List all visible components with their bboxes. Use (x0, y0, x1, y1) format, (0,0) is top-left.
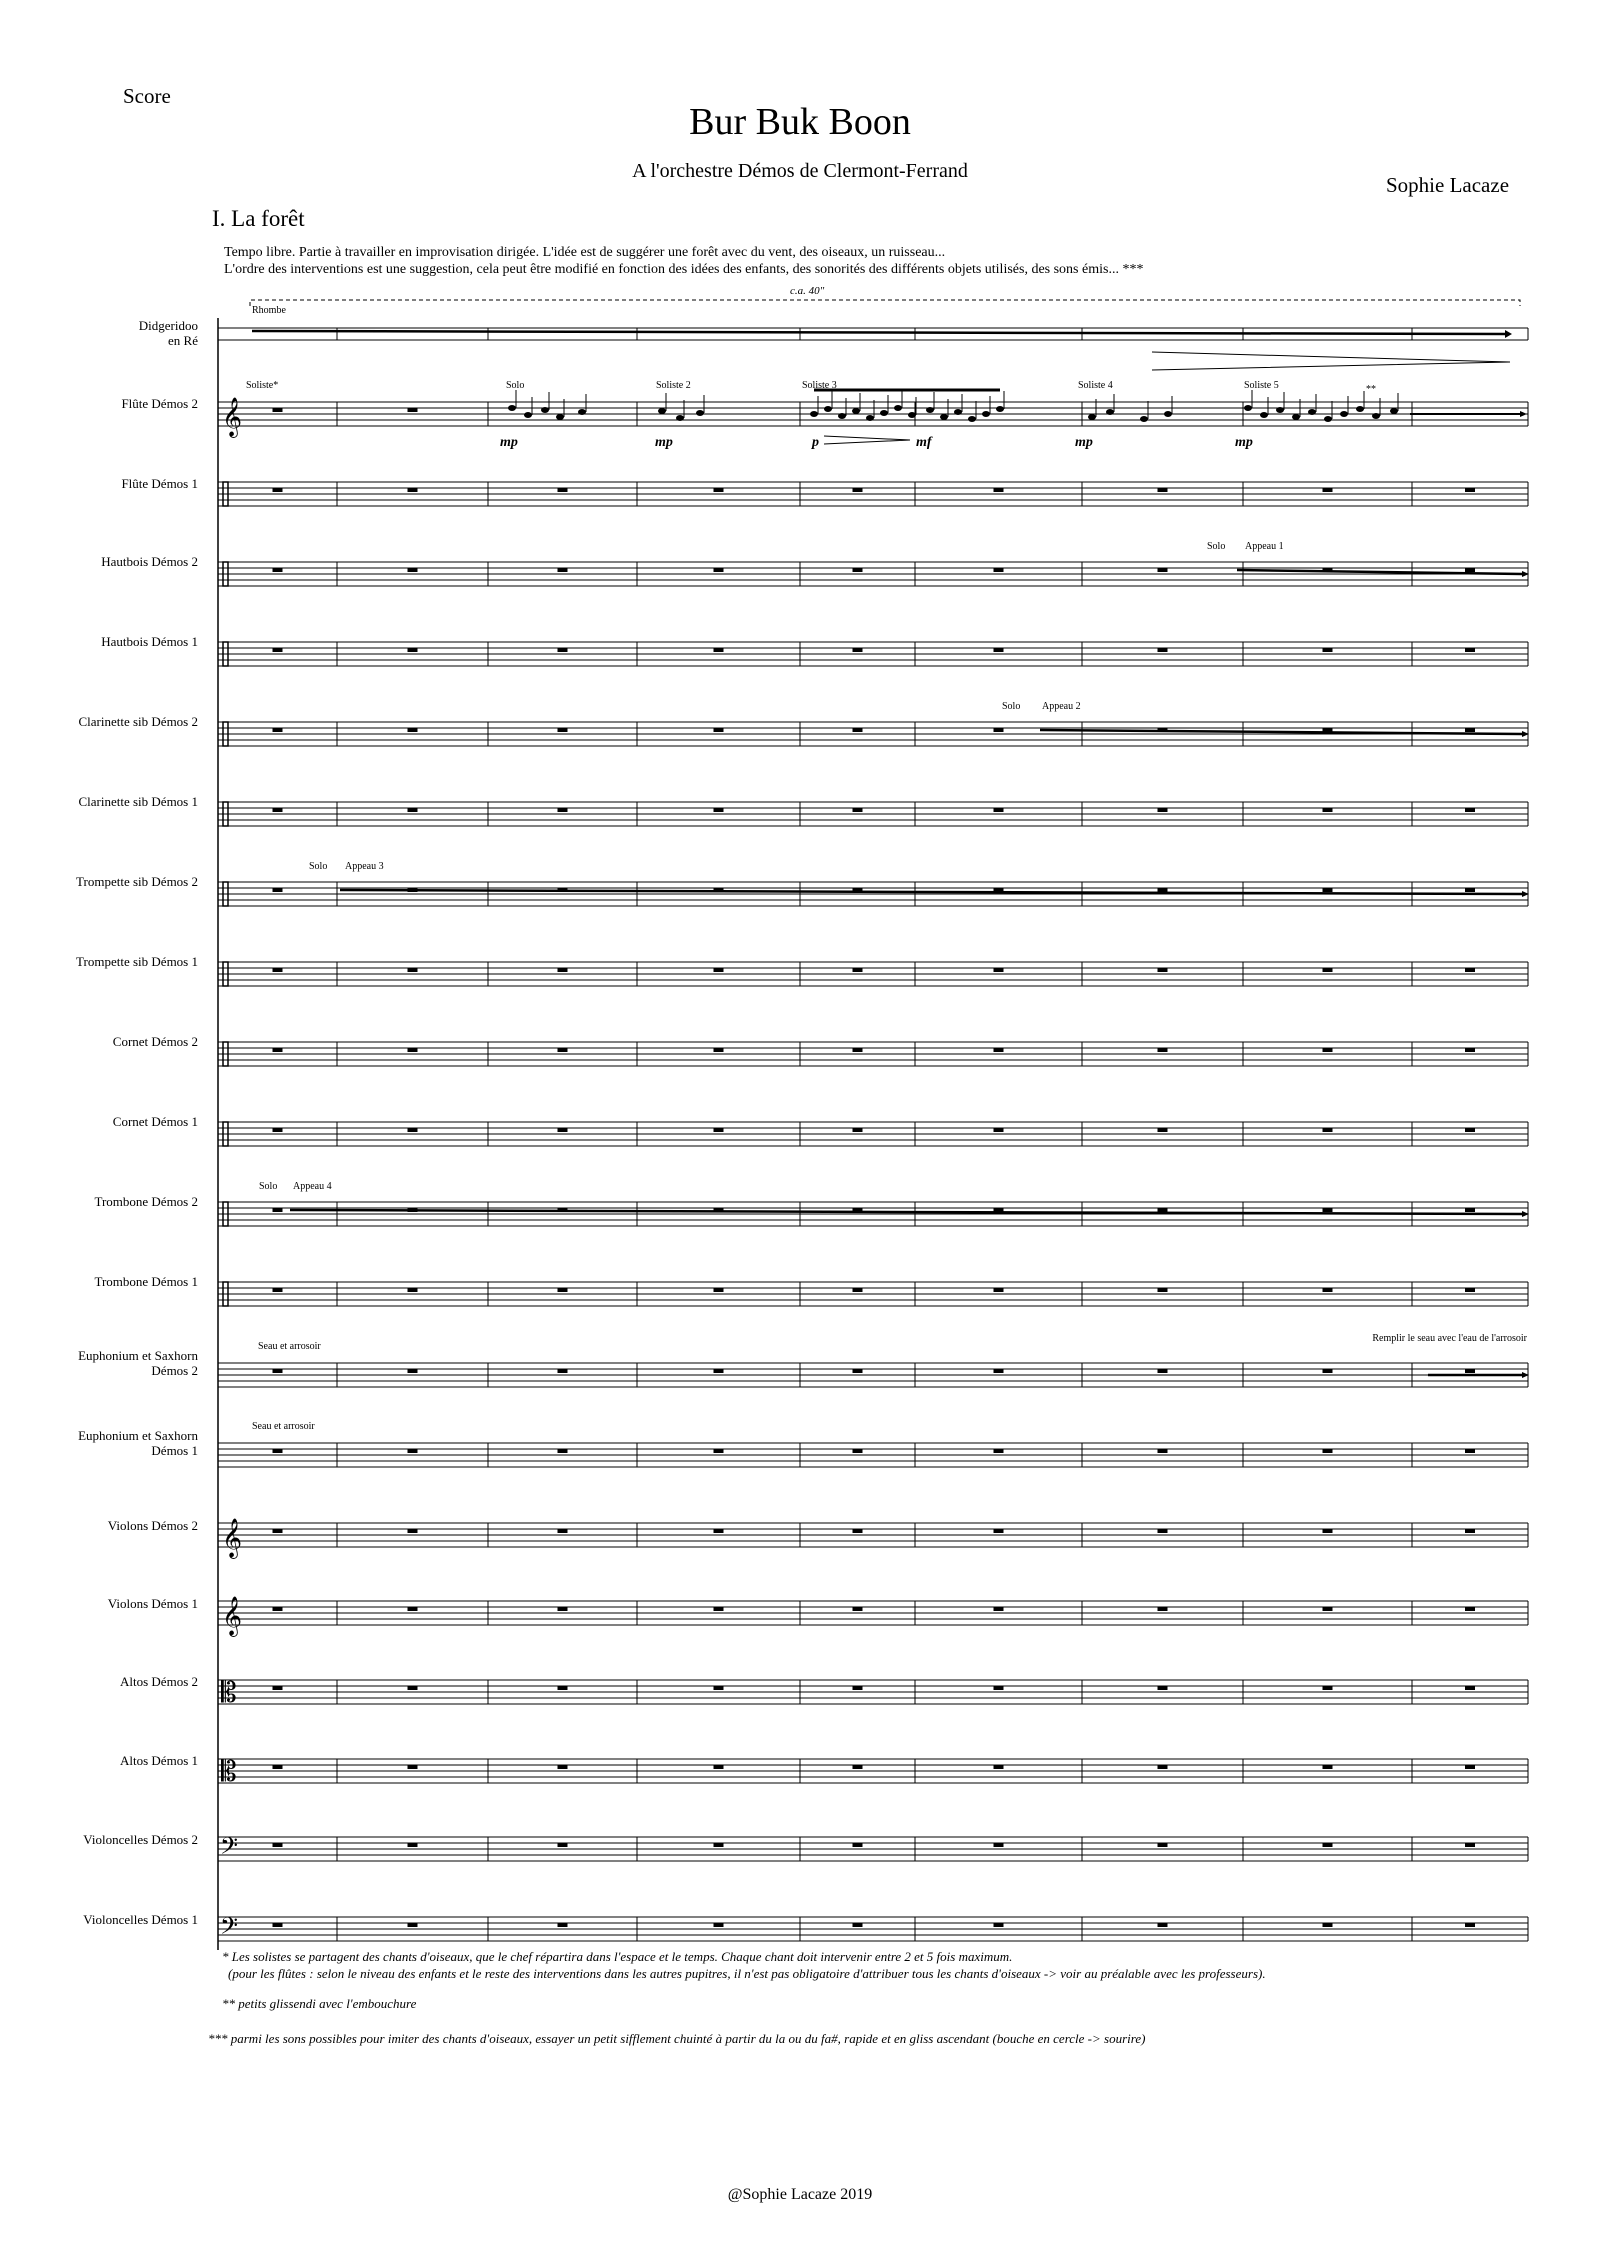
staff-10-rest-2 (408, 1048, 418, 1052)
instrument-name-13: Trombone Démos 1 (94, 1274, 198, 1289)
staff-12-rest-1 (273, 1208, 283, 1212)
staff-14-rest-8 (1323, 1369, 1333, 1373)
staff-4-rest-4 (714, 568, 724, 572)
staff-17-treble-clef: 𝄞 (222, 1596, 243, 1636)
hautbois2-line (1237, 570, 1522, 574)
flute2-note-5-8 (1356, 406, 1364, 412)
staff-6-rest-2 (408, 728, 418, 732)
staff-20-rest-5 (853, 1843, 863, 1847)
staff-14-rest-2 (408, 1369, 418, 1373)
instrument-name-16: Violons Démos 2 (107, 1518, 198, 1533)
staff-5-rest-7 (1158, 648, 1168, 652)
staff-14-rest-9 (1465, 1369, 1475, 1373)
flute2-note-3-5 (866, 415, 874, 421)
flute2-note-5-6 (1324, 416, 1332, 422)
staff-10-rest-3 (558, 1048, 568, 1052)
flute2-note-2-1 (658, 408, 666, 414)
staff-11-rest-3 (558, 1128, 568, 1132)
staff-21-rest-7 (1158, 1923, 1168, 1927)
staff-20-bass-clef: 𝄢 (220, 1832, 239, 1865)
flute2-note-1-2 (524, 412, 532, 418)
flute2-note-3-9 (926, 407, 934, 413)
flute2-note-5-10 (1390, 408, 1398, 414)
staff-17-rest-5 (853, 1607, 863, 1611)
staff-9-rest-6 (994, 968, 1004, 972)
staff-21-rest-2 (408, 1923, 418, 1927)
staff-12-rest-8 (1323, 1208, 1333, 1212)
staff-17-rest-6 (994, 1607, 1004, 1611)
flute2-note-5-7 (1340, 411, 1348, 417)
flute2-soliste-label-4: Soliste 3 (802, 380, 837, 391)
staff-8-rest-1 (273, 888, 283, 892)
staff-5-rest-4 (714, 648, 724, 652)
staff-3-rest-3 (558, 488, 568, 492)
staff-10-rest-4 (714, 1048, 724, 1052)
instrument-name-3: Flûte Démos 1 (121, 476, 198, 491)
staff-13-rest-6 (994, 1288, 1004, 1292)
flute2-soliste-label-1: Soliste* (246, 380, 279, 391)
staff-17-rest-8 (1323, 1607, 1333, 1611)
composer-name: Sophie Lacaze (1386, 173, 1510, 197)
tempo-marking: c.a. 40" (790, 285, 825, 297)
staff-18-alto-clef: 𝄡 (221, 1676, 237, 1709)
flute2-arrow (1520, 411, 1527, 417)
instrument-name-21: Violoncelles Démos 1 (83, 1912, 198, 1927)
flute2-note-4-2 (1106, 409, 1114, 415)
staff-7-rest-5 (853, 808, 863, 812)
staff-10-rest-8 (1323, 1048, 1333, 1052)
staff-15-rest-8 (1323, 1449, 1333, 1453)
staff-7-rest-4 (714, 808, 724, 812)
staff-19-rest-8 (1323, 1765, 1333, 1769)
clarinette2-line (1040, 730, 1522, 734)
staff-20-rest-7 (1158, 1843, 1168, 1847)
clarinette2-appeau-label: Appeau 2 (1042, 701, 1081, 712)
flute2-note-3-14 (996, 406, 1004, 412)
staff-14-rest-1 (273, 1369, 283, 1373)
staff-15-rest-2 (408, 1449, 418, 1453)
staff-14-rest-5 (853, 1369, 863, 1373)
staff-13-rest-1 (273, 1288, 283, 1292)
flute2-note-5-1 (1244, 405, 1252, 411)
staff-2-treble-clef: 𝄞 (222, 397, 243, 437)
staff-7-rest-1 (273, 808, 283, 812)
flute2-note-5-2 (1260, 412, 1268, 418)
staff-17-rest-1 (273, 1607, 283, 1611)
staff-16-rest-8 (1323, 1529, 1333, 1533)
trombone2-appeau-label: Appeau 4 (293, 1181, 332, 1192)
staff-13-rest-3 (558, 1288, 568, 1292)
staff-16-treble-clef: 𝄞 (222, 1518, 243, 1558)
staff-11-rest-9 (1465, 1128, 1475, 1132)
flute2-soliste-label-6: Soliste 5 (1244, 380, 1279, 391)
staff-18-rest-7 (1158, 1686, 1168, 1690)
flute2-note-5-5 (1308, 409, 1316, 415)
staff-5-rest-1 (273, 648, 283, 652)
flute2-dynamic-5: mp (1075, 435, 1093, 450)
flute2-note-1-4 (556, 414, 564, 420)
staff-21-rest-8 (1323, 1923, 1333, 1927)
piece-title: Bur Buk Boon (689, 101, 911, 143)
staff-16-rest-6 (994, 1529, 1004, 1533)
staff-7-rest-6 (994, 808, 1004, 812)
flute2-note-5-9 (1372, 413, 1380, 419)
staff-7-rest-9 (1465, 808, 1475, 812)
staff-19-rest-2 (408, 1765, 418, 1769)
footnote-2: ** petits glissendi avec l'embouchure (222, 1996, 417, 2011)
rhombe-line (252, 331, 1505, 334)
staff-9-rest-2 (408, 968, 418, 972)
flute2-note-3-4 (852, 408, 860, 414)
instrument-name-10: Cornet Démos 2 (112, 1034, 198, 1049)
staff-18-rest-8 (1323, 1686, 1333, 1690)
euphonium2-start-label: Seau et arrosoir (258, 1341, 321, 1352)
staff-14-rest-7 (1158, 1369, 1168, 1373)
staff-20-rest-3 (558, 1843, 568, 1847)
staff-10-rest-6 (994, 1048, 1004, 1052)
staff-18-rest-2 (408, 1686, 418, 1690)
footnote-1 (222, 1948, 1552, 1982)
staff-17-rest-2 (408, 1607, 418, 1611)
staff-15-rest-5 (853, 1449, 863, 1453)
trombone2-solo-label: Solo (259, 1181, 278, 1192)
staff-7-rest-8 (1323, 808, 1333, 812)
staff-21-bass-clef: 𝄢 (220, 1912, 239, 1945)
trompette2-line (340, 890, 1522, 894)
staff-18-rest-4 (714, 1686, 724, 1690)
staff-21-rest-1 (273, 1923, 283, 1927)
staff-4-rest-5 (853, 568, 863, 572)
flute2-note-2-3 (696, 410, 704, 416)
staff-6-rest-3 (558, 728, 568, 732)
flute2-note-3-3 (838, 413, 846, 419)
staff-11-rest-5 (853, 1128, 863, 1132)
staff-3-rest-9 (1465, 488, 1475, 492)
staff-16-rest-1 (273, 1529, 283, 1533)
staff-15-rest-9 (1465, 1449, 1475, 1453)
staff-3-rest-8 (1323, 488, 1333, 492)
staff-20-rest-9 (1465, 1843, 1475, 1847)
copyright: @Sophie Lacaze 2019 (727, 2186, 873, 2203)
staff-11-rest-8 (1323, 1128, 1333, 1132)
staff-15-rest-6 (994, 1449, 1004, 1453)
instrument-name-20: Violoncelles Démos 2 (83, 1832, 198, 1847)
staff-21-rest-6 (994, 1923, 1004, 1927)
staff-10-rest-7 (1158, 1048, 1168, 1052)
staff-16-rest-2 (408, 1529, 418, 1533)
staff-14-rest-3 (558, 1369, 568, 1373)
instrument-name-2: Flûte Démos 2 (121, 396, 198, 411)
staff-18-rest-1 (273, 1686, 283, 1690)
staff-4-rest-9 (1465, 568, 1475, 572)
footnote-3: *** parmi les sons possibles pour imiter des chants d'oiseaux, essayer un petit sifflement chuinté à partir du la ou du fa#, rapide et en gliss ascendant (bouche en cercle -> sourire) (208, 2031, 1146, 2046)
staff-4-rest-7 (1158, 568, 1168, 572)
staff-4-rest-1 (273, 568, 283, 572)
flute2-note-3-8 (908, 412, 916, 418)
staff-5-rest-5 (853, 648, 863, 652)
staff-8-rest-7 (1158, 888, 1168, 892)
staff-12-rest-7 (1158, 1208, 1168, 1212)
staff-2-rest-2 (408, 408, 418, 412)
flute2-note-4-4 (1164, 411, 1172, 417)
staff-6-rest-9 (1465, 728, 1475, 732)
staff-5-rest-9 (1465, 648, 1475, 652)
movement-title: I. La forêt (212, 206, 305, 231)
instrument-name-9: Trompette sib Démos 1 (76, 954, 198, 969)
staff-9-rest-3 (558, 968, 568, 972)
staff-5-rest-2 (408, 648, 418, 652)
flute2-soliste-label-5: Soliste 4 (1078, 380, 1113, 391)
staff-17-rest-9 (1465, 1607, 1475, 1611)
staff-8-rest-8 (1323, 888, 1333, 892)
staff-9-rest-1 (273, 968, 283, 972)
staff-19-rest-4 (714, 1765, 724, 1769)
instrument-name-5: Hautbois Démos 1 (101, 634, 198, 649)
flute2-note-4-3 (1140, 416, 1148, 422)
flute2-note-3-13 (982, 411, 990, 417)
staff-16-rest-5 (853, 1529, 863, 1533)
staff-19-rest-6 (994, 1765, 1004, 1769)
flute2-note-3-12 (968, 416, 976, 422)
staff-10-rest-5 (853, 1048, 863, 1052)
staff-6-rest-4 (714, 728, 724, 732)
flute2-note-5-3 (1276, 407, 1284, 413)
staff-21-rest-3 (558, 1923, 568, 1927)
staff-19-rest-5 (853, 1765, 863, 1769)
flute2-note-3-7 (894, 405, 902, 411)
staff-10-rest-9 (1465, 1048, 1475, 1052)
flute2-note-4-1 (1088, 414, 1096, 420)
staff-15-rest-3 (558, 1449, 568, 1453)
staff-20-rest-2 (408, 1843, 418, 1847)
staff-6-rest-6 (994, 728, 1004, 732)
staff-14-rest-4 (714, 1369, 724, 1373)
flute2-note-1-5 (578, 409, 586, 415)
staff-17-rest-4 (714, 1607, 724, 1611)
instrument-name-1: Didgeridoo en Ré (138, 318, 198, 348)
staff-3-rest-7 (1158, 488, 1168, 492)
flute2-note-5-4 (1292, 414, 1300, 420)
flute2-crescendo (824, 436, 910, 444)
flute2-note-3-10 (940, 414, 948, 420)
flute2-soliste-label-2: Solo (506, 380, 525, 391)
staff-11-rest-6 (994, 1128, 1004, 1132)
flute2-dynamic-3: p (812, 435, 819, 450)
dedication: A l'orchestre Démos de Clermont-Ferrand (632, 160, 968, 182)
staff-6-rest-5 (853, 728, 863, 732)
trompette2-appeau-label: Appeau 3 (345, 861, 384, 872)
staff-9-rest-8 (1323, 968, 1333, 972)
staff-20-rest-1 (273, 1843, 283, 1847)
flute2-dynamic-4: mf (916, 435, 932, 450)
staff-12-rest-9 (1465, 1208, 1475, 1212)
staff-5-rest-8 (1323, 648, 1333, 652)
instrument-name-18: Altos Démos 2 (120, 1674, 198, 1689)
staff-11-rest-4 (714, 1128, 724, 1132)
flute2-note-1-1 (508, 405, 516, 411)
staff-9-rest-5 (853, 968, 863, 972)
staff-5-rest-3 (558, 648, 568, 652)
staff-3-rest-2 (408, 488, 418, 492)
staff-18-rest-9 (1465, 1686, 1475, 1690)
instruction-line-1: Tempo libre. Partie à travailler en improvisation dirigée. L'idée est de suggérer une forêt avec du vent, des oiseaux, un ruisseau... (224, 245, 946, 260)
staff-4-rest-6 (994, 568, 1004, 572)
hautbois2-solo-label: Solo (1207, 541, 1226, 552)
staff-19-rest-1 (273, 1765, 283, 1769)
staff-4-rest-3 (558, 568, 568, 572)
staff-18-rest-3 (558, 1686, 568, 1690)
footnote-1-line-2: (pour les flûtes : selon le niveau des enfants et le reste des interventions dans les autres pupitres, il n'est pas obligatoire d'attribuer tous les chants d'oiseaux -> voir au préalable avec les professeurs). (228, 1966, 1266, 1981)
instrument-name-17: Violons Démos 1 (107, 1596, 198, 1611)
flute2-dynamic-1: mp (500, 435, 518, 450)
staff-18-rest-5 (853, 1686, 863, 1690)
staff-16-rest-4 (714, 1529, 724, 1533)
staff-11-rest-2 (408, 1128, 418, 1132)
staff-16-rest-7 (1158, 1529, 1168, 1533)
flute2-note-1-3 (541, 407, 549, 413)
staff-15-rest-1 (273, 1449, 283, 1453)
staff-13-rest-8 (1323, 1288, 1333, 1292)
staff-19-alto-clef: 𝄡 (221, 1755, 237, 1788)
flute2-dynamic-2: mp (655, 435, 673, 450)
didgeridoo-hairpin (1152, 352, 1510, 370)
staff-20-rest-6 (994, 1843, 1004, 1847)
flute2-note-3-6 (880, 410, 888, 416)
staff-5-rest-6 (994, 648, 1004, 652)
staff-4-rest-2 (408, 568, 418, 572)
staff-14-rest-6 (994, 1369, 1004, 1373)
staff-6-rest-1 (273, 728, 283, 732)
staff-13-rest-4 (714, 1288, 724, 1292)
trompette2-solo-label: Solo (309, 861, 328, 872)
instrument-name-7: Clarinette sib Démos 1 (78, 794, 198, 809)
instrument-name-11: Cornet Démos 1 (112, 1114, 198, 1129)
flute2-glissando-mark: ** (1366, 384, 1376, 395)
staff-3-rest-1 (273, 488, 283, 492)
staff-10-rest-1 (273, 1048, 283, 1052)
staff-16-rest-9 (1465, 1529, 1475, 1533)
staff-20-rest-8 (1323, 1843, 1333, 1847)
instrument-name-8: Trompette sib Démos 2 (76, 874, 198, 889)
flute2-note-3-11 (954, 409, 962, 415)
staff-17-rest-3 (558, 1607, 568, 1611)
staff-9-rest-9 (1465, 968, 1475, 972)
rhombe-arrow (1505, 330, 1512, 338)
flute2-note-3-2 (824, 406, 832, 412)
tempo-bracket (250, 300, 1520, 306)
flute2-note-2-2 (676, 415, 684, 421)
staff-7-rest-7 (1158, 808, 1168, 812)
staff-13-rest-7 (1158, 1288, 1168, 1292)
clarinette2-solo-label: Solo (1002, 701, 1021, 712)
hautbois2-appeau-label: Appeau 1 (1245, 541, 1284, 552)
staff-18-rest-6 (994, 1686, 1004, 1690)
trombone2-line (290, 1210, 1522, 1214)
staff-9-rest-4 (714, 968, 724, 972)
staff-11-rest-7 (1158, 1128, 1168, 1132)
staff-15-rest-7 (1158, 1449, 1168, 1453)
staff-21-rest-9 (1465, 1923, 1475, 1927)
staff-13-rest-2 (408, 1288, 418, 1292)
staff-19-rest-3 (558, 1765, 568, 1769)
staff-7-rest-2 (408, 808, 418, 812)
staff-3-rest-5 (853, 488, 863, 492)
footnote-1-line-1: * Les solistes se partagent des chants d'oiseaux, que le chef répartira dans l'espace et le temps. Chaque chant doit intervenir entre 2 et 5 fois maximum. (222, 1949, 1013, 1964)
staff-16-rest-3 (558, 1529, 568, 1533)
staff-17-rest-7 (1158, 1607, 1168, 1611)
staff-13-rest-9 (1465, 1288, 1475, 1292)
staff-3-rest-4 (714, 488, 724, 492)
instruction-line-2: L'ordre des interventions est une suggestion, cela peut être modifié en fonction des idées des enfants, des sonorités des différents objets utilisés, des sons émis... *** (224, 262, 1144, 277)
score-label: Score (123, 84, 171, 108)
flute2-soliste-label-3: Soliste 2 (656, 380, 691, 391)
staff-3-rest-6 (994, 488, 1004, 492)
euphonium2-end-label: Remplir le seau avec l'eau de l'arrosoir (1372, 1333, 1527, 1344)
staff-13-rest-5 (853, 1288, 863, 1292)
instrument-name-14: Euphonium et Saxhorn Démos 2 (78, 1348, 198, 1378)
staff-19-rest-9 (1465, 1765, 1475, 1769)
flute2-dynamic-6: mp (1235, 435, 1253, 450)
staff-21-rest-5 (853, 1923, 863, 1927)
staff-15-rest-4 (714, 1449, 724, 1453)
staff-9-rest-7 (1158, 968, 1168, 972)
instrument-name-19: Altos Démos 1 (120, 1753, 198, 1768)
staff-19-rest-7 (1158, 1765, 1168, 1769)
rhombe-label: Rhombe (252, 305, 286, 316)
staff-20-rest-4 (714, 1843, 724, 1847)
instrument-name-12: Trombone Démos 2 (94, 1194, 198, 1209)
euphonium1-start-label: Seau et arrosoir (252, 1421, 315, 1432)
staff-2-rest-1 (273, 408, 283, 412)
instrument-name-4: Hautbois Démos 2 (101, 554, 198, 569)
instrument-name-6: Clarinette sib Démos 2 (78, 714, 198, 729)
staff-11-rest-1 (273, 1128, 283, 1132)
instrument-name-15: Euphonium et Saxhorn Démos 1 (78, 1428, 198, 1458)
staff-8-rest-9 (1465, 888, 1475, 892)
staff-7-rest-3 (558, 808, 568, 812)
staff-21-rest-4 (714, 1923, 724, 1927)
flute2-note-3-1 (810, 411, 818, 417)
